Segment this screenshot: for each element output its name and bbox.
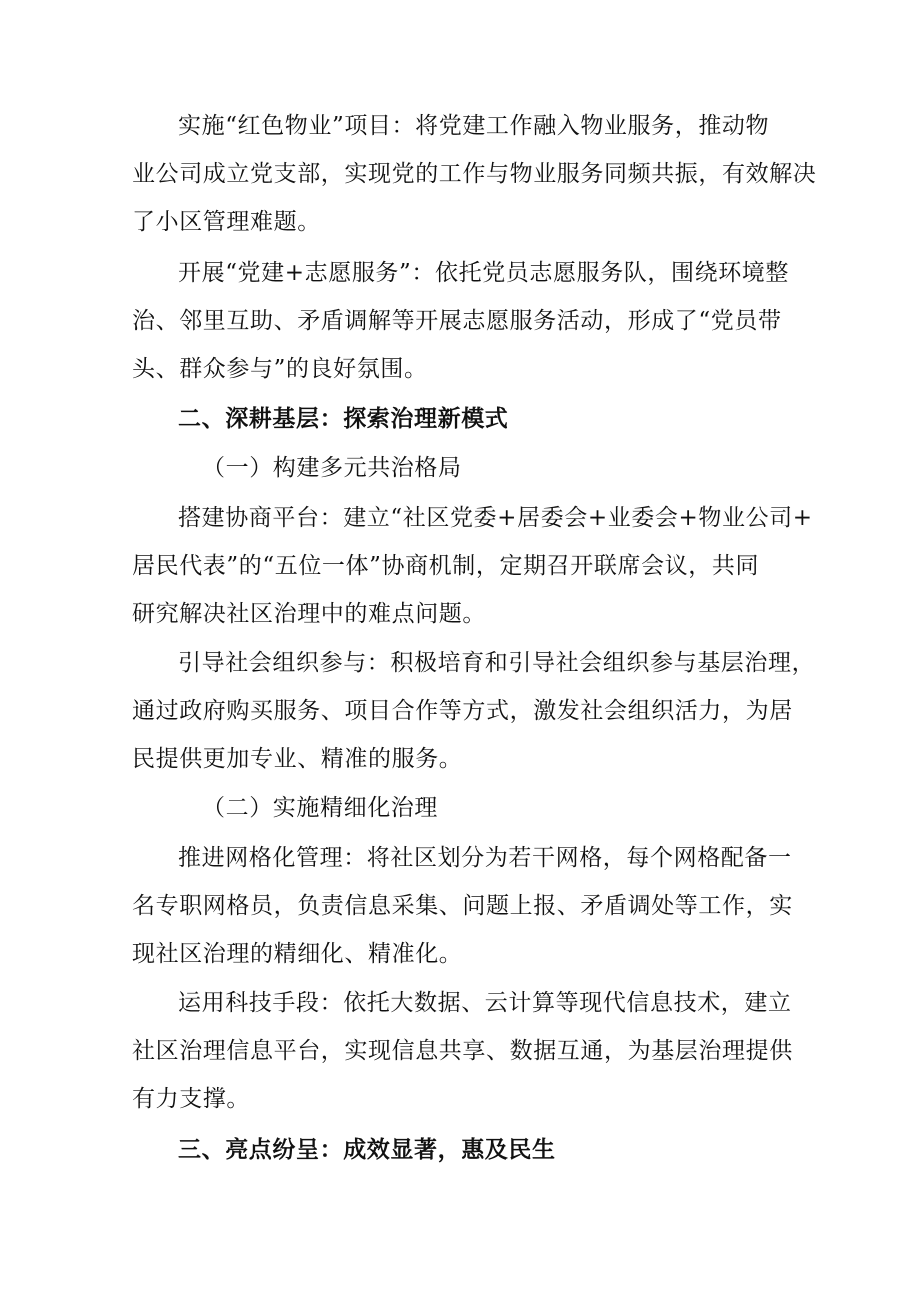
paragraph-consultation-line-1: 搭建协商平台：建立“社区党委+居委会+业委会+物业公司+: [178, 505, 813, 531]
section-heading-2: 二、深耕基层：探索治理新模式: [178, 405, 509, 432]
paragraph-red-property-line-2: 业公司成立党支部，实现党的工作与物业服务同频共振，有效解决: [132, 161, 817, 187]
paragraph-social-org-line-1: 引导社会组织参与：积极培育和引导社会组织参与基层治理，: [178, 650, 816, 676]
paragraph-technology-line-3: 有力支撑。: [132, 1086, 250, 1112]
paragraph-volunteer-line-1: 开展“党建+志愿服务”：依托党员志愿服务队，围绕环境整: [178, 260, 789, 286]
paragraph-red-property-line-1: 实施“红色物业”项目：将党建工作融入物业服务，推动物: [178, 113, 770, 139]
section-heading-3: 三、亮点纷呈：成效显著，惠及民生: [178, 1136, 556, 1163]
paragraph-social-org-line-3: 民提供更加专业、精准的服务。: [132, 746, 463, 772]
paragraph-consultation-line-2: 居民代表”的“五位一体”协商机制，定期召开联席会议，共同: [132, 553, 760, 579]
paragraph-technology-line-2: 社区治理信息平台，实现信息共享、数据互通，为基层治理提供: [132, 1038, 793, 1064]
paragraph-red-property-line-3: 了小区管理难题。: [132, 209, 321, 235]
paragraph-grid-management-line-2: 名专职网格员，负责信息采集、问题上报、矛盾调处等工作，实: [132, 893, 793, 919]
paragraph-volunteer-line-2: 治、邻里互助、矛盾调解等开展志愿服务活动，形成了“党员带: [132, 308, 782, 334]
paragraph-technology-line-1: 运用科技手段：依托大数据、云计算等现代信息技术，建立: [178, 990, 792, 1016]
paragraph-grid-management-line-1: 推进网格化管理：将社区划分为若干网格，每个网格配备一: [178, 845, 792, 871]
subsection-heading-2: （二）实施精细化治理: [202, 795, 438, 821]
paragraph-grid-management-line-3: 现社区治理的精细化、精准化。: [132, 941, 463, 967]
paragraph-social-org-line-2: 通过政府购买服务、项目合作等方式，激发社会组织活力，为居: [132, 698, 793, 724]
subsection-heading-1: （一）构建多元共治格局: [202, 455, 462, 481]
paragraph-volunteer-line-3: 头、群众参与”的良好氛围。: [132, 356, 428, 382]
paragraph-consultation-line-3: 研究解决社区治理中的难点问题。: [132, 601, 486, 627]
